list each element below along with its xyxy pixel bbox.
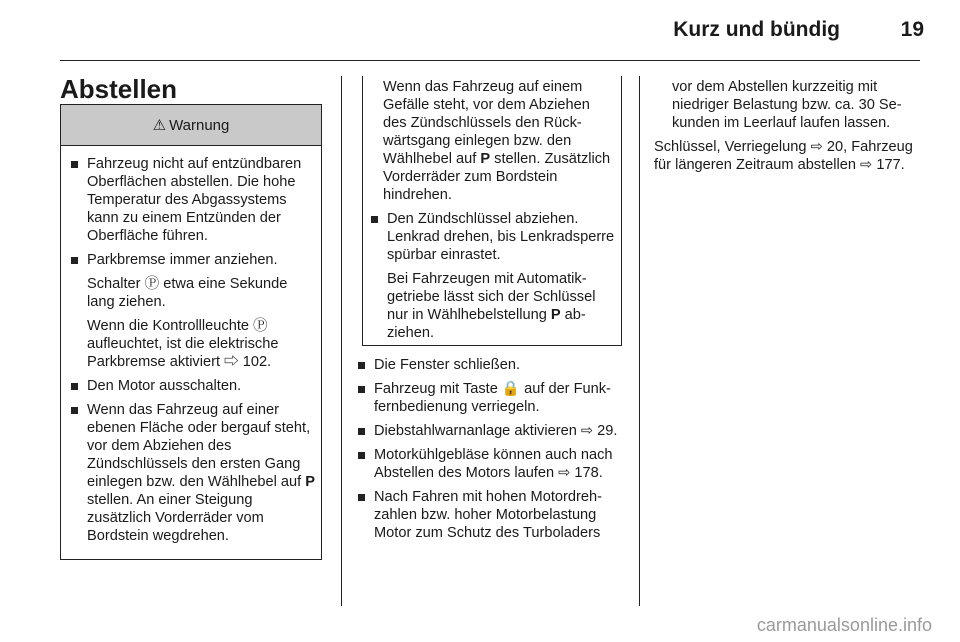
text-span: Bei Fahrzeugen mit Automatikgetriebe lässt sich der Schlüssel nur in Wählhebelstellung [387, 271, 596, 323]
warning-para [369, 270, 615, 342]
cross-reference: Schlüssel, Verriegelung ⇨ 20, Fahrzeug für längeren Zeitraum abstellen ⇨ 177. [654, 139, 913, 173]
header-title: Kurz und bündig [673, 18, 840, 41]
list-item: Nach Fahren mit hohen Motordrehzahlen bzw. hoher Motorbelastung Motor zum Schutz des Turboladers [356, 488, 628, 542]
gear-p-label: P [305, 474, 315, 490]
text-span: Wenn das Fahrzeug auf einer ebenen Fläche oder bergauf steht, vor dem Abziehen des Zündschlüssels den ersten Gang einlegen bzw. den Wählhebel auf [87, 402, 311, 490]
warning-box [60, 104, 322, 560]
gear-p-label: P [480, 151, 491, 167]
warning-icon: ⚠ [152, 117, 167, 134]
page-number: 19 [900, 18, 924, 41]
list-item: Diebstahlwarnanlage aktivieren ⇨ 29. [356, 422, 628, 440]
warning-label: Warnung [169, 116, 230, 134]
right-column [654, 78, 922, 180]
text-span: Wenn das Fahrzeug auf einem Gefälle steht, vor dem Abziehen des Zündschlüssels den Rückwärtsgang einlegen bzw. den Wählhebel auf [383, 79, 590, 167]
warning-item: Fahrzeug nicht auf entzündbaren Oberflächen abstellen. Die hohe Temperatur des Abgassystems kann zu einem Entzünden der Oberfläche führen. [69, 155, 315, 245]
list-item: Fahrzeug mit Taste 🔒 auf der Funkfernbedienung verriegeln. [356, 380, 628, 416]
list-item: Die Fenster schließen. [356, 356, 628, 374]
warning-item: Den Motor ausschalten. [69, 377, 315, 395]
warning-para [383, 78, 615, 204]
watermark: carmanualsonline.info [756, 615, 932, 635]
warning-content [69, 155, 315, 551]
warning-para: Wenn die Kontrollleuchte Ⓟ aufleuchtet, ist die elektrische Parkbremse aktiviert ⇨ 102. [87, 318, 279, 370]
text-span: stellen. Zusätzlich Vorderräder zum Bordstein hindrehen. [383, 151, 611, 203]
warning-continued-content [383, 78, 615, 348]
warning-item: Parkbremse immer anziehen. [69, 251, 315, 269]
header-rule [60, 60, 920, 61]
column-divider-right [639, 76, 640, 606]
gear-p-label: P [550, 307, 561, 323]
text-span: abziehen. [387, 307, 586, 341]
warning-box-continued [362, 76, 622, 346]
text-span: stellen. An einer Steigung zusätzlich Vorderräder vom Bordstein wegdrehen. [87, 492, 264, 544]
warning-item [69, 401, 315, 545]
column-divider-left [341, 76, 342, 606]
list-item: Motorkühlgebläse können auch nach Abstellen des Motors laufen ⇨ 178. [356, 446, 628, 482]
parking-steps-list [356, 356, 628, 548]
continuation-text: vor dem Abstellen kurzzeitig mit niedriger Belastung bzw. ca. 30 Sekunden im Leerlauf laufen lassen. [672, 79, 902, 131]
section-title: Abstellen [60, 74, 178, 104]
warning-item: Den Zündschlüssel abziehen. Lenkrad drehen, bis Lenkradsperre spürbar einrastet. [369, 210, 615, 264]
warning-header [61, 105, 321, 146]
warning-para: Schalter Ⓟ etwa eine Sekunde lang ziehen. [87, 276, 288, 310]
